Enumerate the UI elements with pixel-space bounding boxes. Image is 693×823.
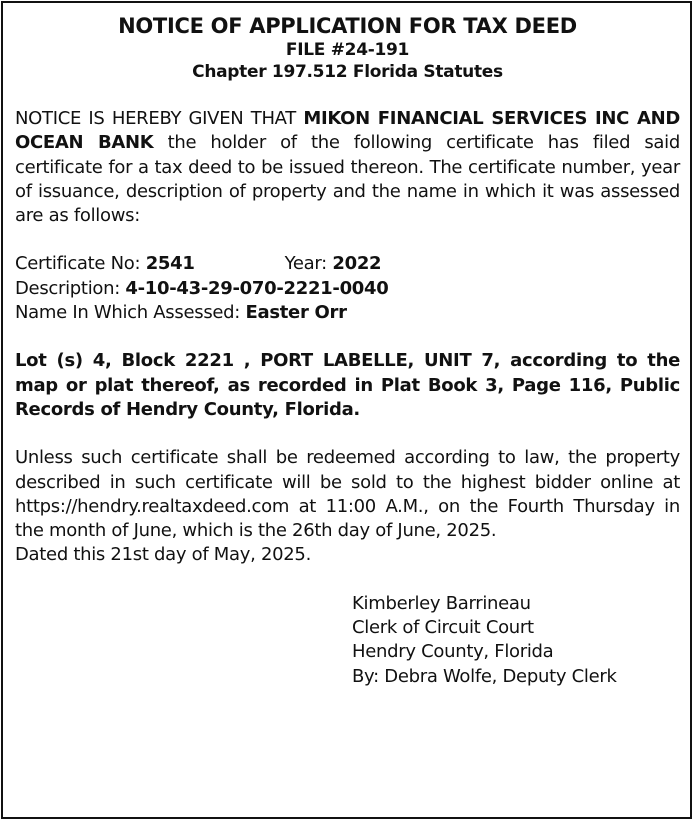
deputy-clerk: By: Debra Wolfe, Deputy Clerk [352, 665, 617, 687]
certificate-details [15, 252, 680, 325]
notice-header [15, 13, 680, 83]
year-label: Year: [284, 253, 333, 275]
certificate-holder: MIKON FINANCIAL SERVICES INC AND OCEAN BANK [15, 108, 680, 154]
certificate-label: Certificate No: [15, 253, 146, 275]
legal-description: Lot (s) 4, Block 2221 , PORT LABELLE, UNIT 7, according to the map or plat thereof, as recorded in Plat Book 3, Page 116, Public Records of Hendry County, Florida. [15, 350, 680, 420]
intro-text-after: the holder of the following certificate has filed said certificate for a tax deed to be issued thereon. The certificate number, year of issuance, description of property and the name in which it was assessed are as follows: [15, 132, 680, 227]
clerk-name: Kimberley Barrineau [352, 592, 531, 614]
legal-notice [1, 1, 692, 819]
description-label: Description: [15, 277, 126, 299]
clerk-county: Hendry County, Florida [352, 641, 554, 663]
assessed-row [15, 301, 680, 325]
certificate-number: 2541 [145, 253, 195, 275]
intro-paragraph [15, 107, 680, 228]
description-row [15, 277, 680, 301]
clerk-title: Clerk of Circuit Court [352, 617, 534, 639]
certificate-row [15, 252, 680, 276]
parcel-number: 4-10-43-29-070-2221-0040 [125, 277, 389, 299]
year-group [285, 252, 382, 276]
file-number: FILE #24-191 [285, 40, 410, 60]
notice-title: NOTICE OF APPLICATION FOR TAX DEED [118, 14, 577, 38]
year-value: 2022 [332, 253, 382, 275]
intro-text-before: NOTICE IS HEREBY GIVEN THAT [15, 108, 304, 129]
signature-block [352, 592, 680, 689]
sale-paragraph: Unless such certificate shall be redeemed according to law, the property described in such certificate will be sold to the highest bidder online at https://hendry.realtaxdeed.com at 11:00 A.M., on the Fourth Thursday in the month of June, which is the 26th day of June, 2025. [15, 447, 680, 542]
dated-line: Dated this 21st day of May, 2025. [15, 544, 311, 566]
assessed-name: Easter Orr [245, 302, 347, 324]
assessed-label: Name In Which Assessed: [15, 302, 246, 324]
statute-reference: Chapter 197.512 Florida Statutes [192, 62, 503, 82]
